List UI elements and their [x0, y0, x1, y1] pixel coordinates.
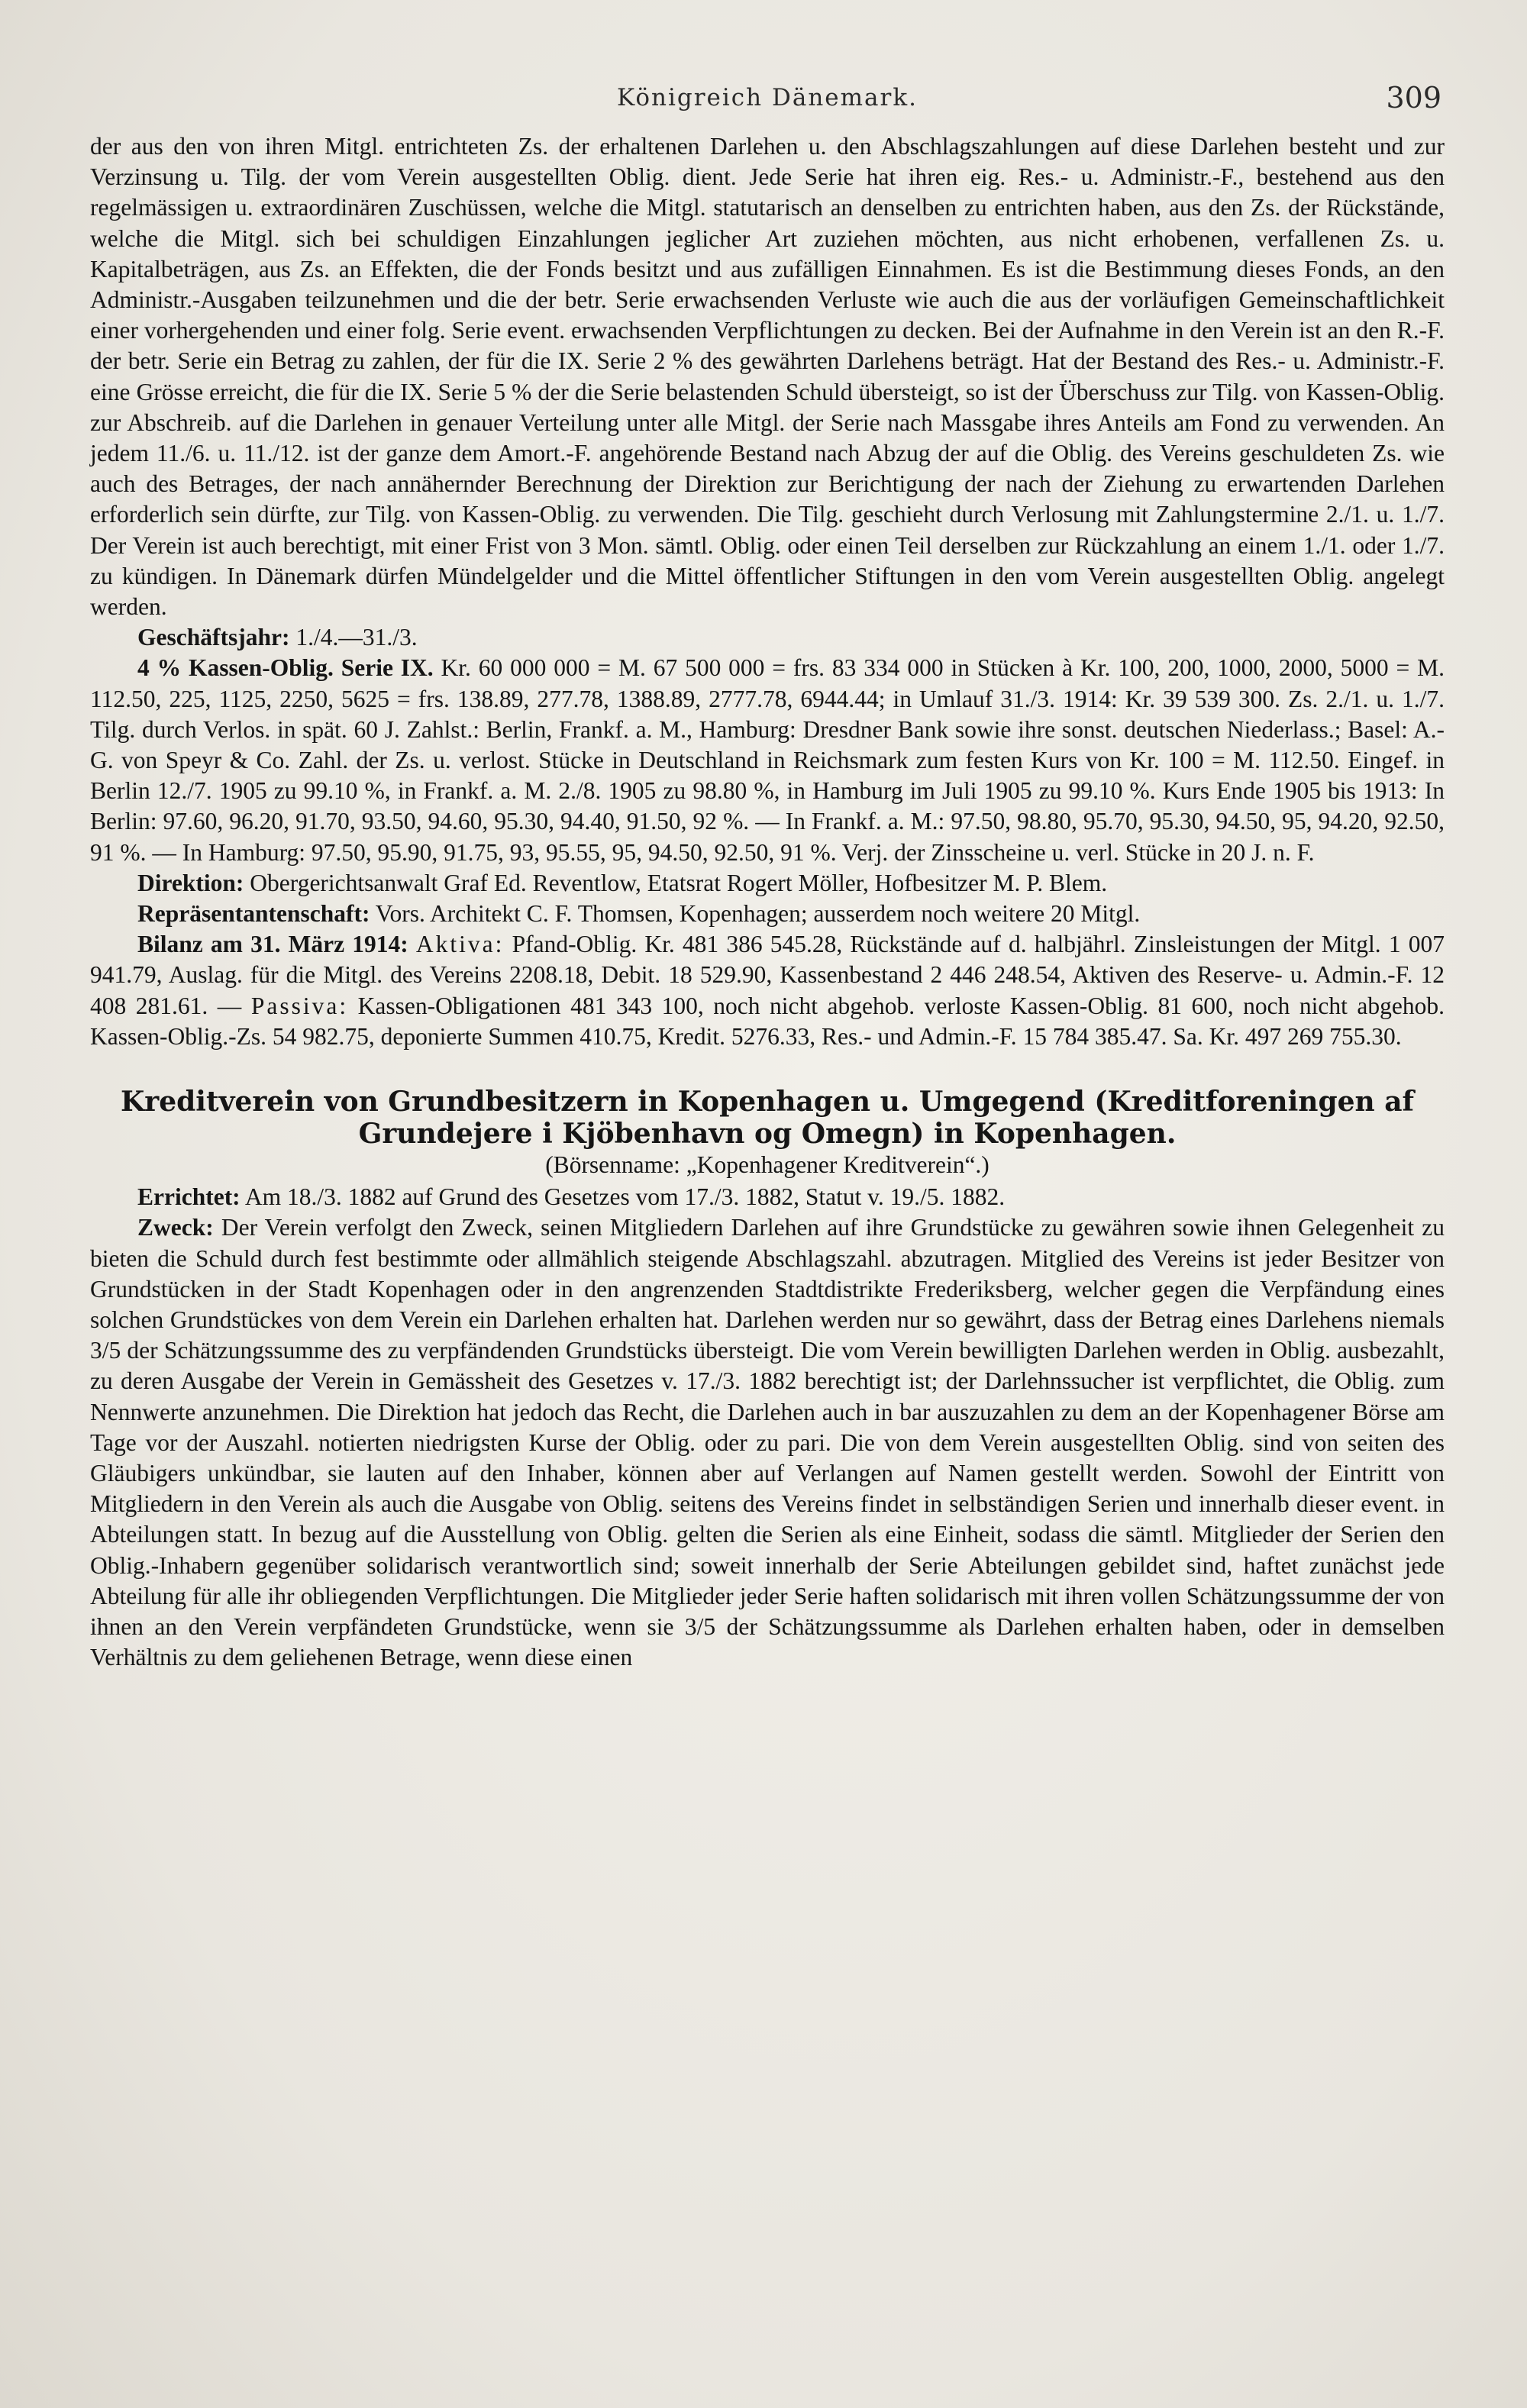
aktiva-text: Pfand-Oblig. Kr. 481 386 545.28, Rückstände auf d. halbjährl. Zinsleistungen der Mitgl. 1 007 941.79, Auslag. für die Mitgl. des Vereins 2208.18, Debit. 18 529.90, Kassenbestand 2 446 248.54, Aktiven des Reserve- u. Admin.-F. 12 408 281.61. —	[90, 931, 1445, 1019]
paragraph-purpose	[90, 1212, 1445, 1673]
purpose-text: Der Verein verfolgt den Zweck, seinen Mitgliedern Darlehen auf ihre Grundstücke zu gewähren sowie ihnen Gelegenheit zu bieten die Schuld durch fest bestimmte oder allmählich steigende Abschlagszahl. abzutragen. Mitglied des Vereins ist jeder Besitzer von Grundstücken in der Stadt Kopenhagen oder in den angrenzenden Stadtdistrikte Frederiksberg, welcher gegen die Verpfändung eines solchen Grundstückes von dem Verein ein Darlehen erhalten hat. Darlehen werden nur so gewährt, dass der Betrag eines Darlehens niemals 3/5 der Schätzungssumme des zu verpfändenden Grundstücks übersteigt. Die vom Verein bewilligten Darlehen werden in Oblig. ausbezahlt, zu deren Ausgabe der Verein in Gemässheit des Gesetzes v. 17./3. 1882 berechtigt ist; der Darlehnssucher ist verpflichtet, die Oblig. zum Nennwerte anzunehmen. Die Direktion hat jedoch das Recht, die Darlehen auch in bar auszuzahlen zu dem an der Kopenhagener Börse am Tage vor der Auszahl. notierten niedrigsten Kurse der Oblig. oder zu pari. Die von dem Verein ausgestellten Oblig. sind von seiten des Gläubigers unkündbar, sie lauten auf den Inhaber, können aber auf Verlangen auf Namen gestellt werden. Sowohl der Eintritt von Mitgliedern in den Verein als auch die Ausgabe von Oblig. seitens des Vereins findet in selbständigen Serien und innerhalb dieser event. in Abteilungen statt. In bezug auf die Ausstellung von Oblig. gelten die Serien als eine Einheit, sodass die sämtl. Mitglieder der Serien den Oblig.-Inhabern gegenüber solidarisch verantwortlich sind; soweit innerhalb der Serie Abteilungen gebildet sind, haftet zunächst jede Abteilung für alle ihr obliegenden Verpflichtungen. Die Mitglieder jeder Serie haften solidarisch mit ihren vollen Schätzungssumme der von ihnen an den Verein verpfändeten Grundstücke, wenn sie 3/5 der Schätzungssumme als Darlehen erhalten haben, oder in demselben Verhältnis zu dem geliehenen Betrage, wenn diese einen	[90, 1214, 1445, 1671]
representatives-text: Vors. Architekt C. F. Thomsen, Kopenhagen; ausserdem noch weitere 20 Mitgl.	[370, 900, 1141, 928]
paragraph-founded	[90, 1182, 1445, 1212]
paragraph-fund-rules: der aus den von ihren Mitgl. entrichteten Zs. der erhaltenen Darlehen u. den Abschlagszahlungen auf diese Darlehen besteht und zur Verzinsung u. Tilg. der vom Verein ausgestellten Oblig. dient. Jede Serie hat ihren eig. Res.- u. Administr.-F., bestehend aus den regelmässigen u. extraordinären Zuschüssen, welche die Mitgl. statutarisch an denselben zu entrichten haben, aus den Zs. der Rückstände, welche die Mitgl. sich bei schuldigen Einzahlungen jeglicher Art zuziehen möchten, aus nicht erhobenen, verfallenen Zs. u. Kapitalbeträgen, aus Zs. an Effekten, die der Fonds besitzt und aus zufälligen Einnahmen. Es ist die Bestimmung dieses Fonds, an den Administr.-Ausgaben teilzunehmen und die der betr. Serie erwachsenden Verluste wie auch die aus der vorläufigen Gemeinschaftlichkeit einer vorhergehenden und einer folg. Serie event. erwachsenden Verpflichtungen zu decken. Bei der Aufnahme in den Verein ist an den R.-F. der betr. Serie ein Betrag zu zahlen, der für die IX. Serie 2 % des gewährten Darlehens beträgt. Hat der Bestand des Res.- u. Administr.-F. eine Grösse erreicht, die für die IX. Serie 5 % der die Serie belastenden Schuld übersteigt, so ist der Überschuss zur Tilg. von Kassen-Oblig. zur Abschreib. auf die Darlehen in genauer Verteilung unter alle Mitgl. der Serie nach Massgabe ihres Anteils am Fond zu verwenden. An jedem 11./6. u. 11./12. ist der ganze dem Amort.-F. angehörende Bestand nach Abzug der auf die Oblig. des Vereins geschuldeten Zs. wie auch des Betrages, der nach annähernder Berechnung der Direktion zur Berichtigung der nach der Ziehung zu erwartenden Darlehen erforderlich sein dürfte, zur Tilg. von Kassen-Oblig. zu verwenden. Die Tilg. geschieht durch Verlosung mit Zahlungstermine 2./1. u. 1./7. Der Verein ist auch berechtigt, mit einer Frist von 3 Mon. sämtl. Oblig. oder einen Teil derselben zur Rückzahlung an einem 1./1. oder 1./7. zu kündigen. In Dänemark dürfen Mündelgelder und die Mittel öffentlicher Stiftungen in den vom Verein ausgestellten Oblig. angelegt werden.	[90, 133, 1445, 621]
purpose-label: Zweck:	[137, 1214, 214, 1241]
direktion-text: Obergerichtsanwalt Graf Ed. Reventlow, Etatsrat Rogert Möller, Hofbesitzer M. P. Blem.	[244, 869, 1108, 896]
bond-series-text: Kr. 60 000 000 = M. 67 500 000 = frs. 83 334 000 in Stücken à Kr. 100, 200, 1000, 2000, 5000 = M. 112.50, 225, 1125, 2250, 5625 = frs. 138.89, 277.78, 1388.89, 2777.78, 6944.44; in Umlauf 31./3. 1914: Kr. 39 539 300. Zs. 2./1. u. 1./7. Tilg. durch Verlos. in spät. 60 J. Zahlst.: Berlin, Frankf. a. M., Hamburg: Dresdner Bank sowie ihre sonst. deutschen Niederlass.; Basel: A.-G. von Speyr & Co. Zahl. der Zs. u. verlost. Stücke in Deutschland in Reichsmark zum festen Kurs von Kr. 100 = M. 112.50. Eingef. in Berlin 12./7. 1905 zu 99.10 %, in Frankf. a. M. 2./8. 1905 zu 98.80 %, in Hamburg im Juli 1905 zu 99.10 %. Kurs Ende 1905 bis 1913: In Berlin: 97.60, 96.20, 91.70, 93.50, 94.60, 95.30, 94.40, 91.50, 92 %. — In Frankf. a. M.: 97.50, 98.80, 95.70, 95.30, 94.50, 95, 94.20, 92.50, 91 %. — In Hamburg: 97.50, 95.90, 91.75, 93, 95.55, 95, 94.50, 92.50, 91 %. Verj. der Zinsscheine u. verl. Stücke in 20 J. n. F.	[90, 654, 1445, 866]
direktion-label: Direktion:	[137, 869, 244, 896]
paragraph-balance-sheet	[90, 929, 1445, 1052]
founded-label: Errichtet:	[137, 1183, 241, 1211]
paragraph-fiscal-year	[90, 622, 1445, 653]
running-title: Königreich Dänemark.	[617, 84, 918, 111]
passiva-text: Kassen-Obligationen 481 343 100, noch nicht abgehob. verloste Kassen-Oblig. 81 600, noch nicht abgehob. Kassen-Oblig.-Zs. 54 982.75, deponierte Summen 410.75, Kredit. 5276.33, Res.- und Admin.-F. 15 784 385.47. Sa. Kr. 497 269 755.30.	[90, 992, 1445, 1050]
fiscal-year-text: 1./4.—31./3.	[289, 624, 418, 651]
page-body	[90, 131, 1445, 1673]
paragraph-direktion	[90, 868, 1445, 899]
aktiva-label: Aktiva:	[415, 931, 505, 958]
representatives-label: Repräsentantenschaft:	[137, 900, 370, 928]
section-heading: Kreditverein von Grundbesitzern in Kopenhagen u. Umgegend (Kreditforeningen af Grundejere i Kjöbenhavn og Omegn) in Kopenhagen.	[120, 1086, 1415, 1151]
bond-series-label: 4 % Kassen-Oblig. Serie IX.	[137, 654, 434, 682]
page-number: 309	[1386, 81, 1441, 115]
paragraph-representatives	[90, 899, 1445, 929]
running-header	[90, 76, 1445, 131]
paragraph-bond-series	[90, 653, 1445, 867]
fiscal-year-label: Geschäftsjahr:	[137, 624, 290, 651]
founded-text: Am 18./3. 1882 auf Grund des Gesetzes vom 17./3. 1882, Statut v. 19./5. 1882.	[240, 1183, 1006, 1211]
passiva-label: Passiva:	[250, 992, 349, 1019]
stock-exchange-name: (Börsenname: „Kopenhagener Kreditverein“.)	[545, 1151, 989, 1179]
balance-label: Bilanz am 31. März 1914:	[137, 931, 408, 958]
